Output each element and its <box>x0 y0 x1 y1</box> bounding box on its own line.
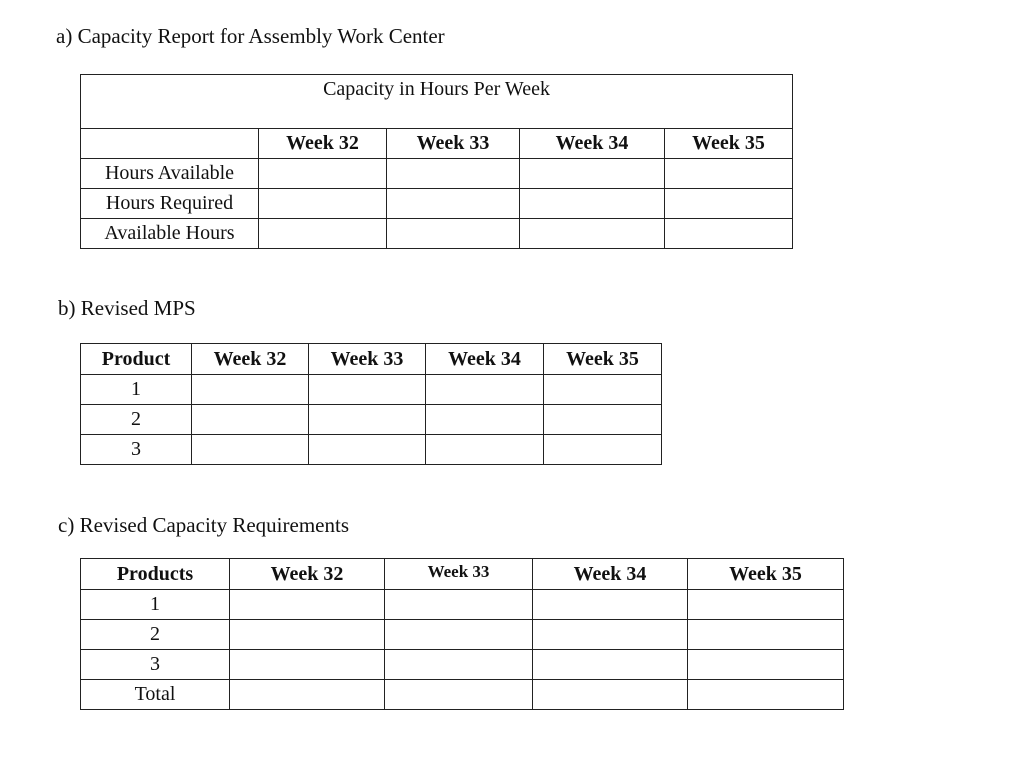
cell[interactable] <box>230 680 385 710</box>
row-label-product-2: 2 <box>81 405 192 435</box>
cell[interactable] <box>426 435 544 465</box>
cell[interactable] <box>192 435 309 465</box>
table-row <box>81 189 793 219</box>
cell[interactable] <box>533 680 688 710</box>
cell[interactable] <box>385 650 533 680</box>
cell[interactable] <box>385 590 533 620</box>
revised-mps-table <box>80 343 662 465</box>
header-week-33: Week 33 <box>309 344 426 375</box>
cell[interactable] <box>230 620 385 650</box>
cell[interactable] <box>309 435 426 465</box>
cell[interactable] <box>665 159 793 189</box>
cell[interactable] <box>309 405 426 435</box>
row-label-total: Total <box>81 680 230 710</box>
cell[interactable] <box>544 375 662 405</box>
cell[interactable] <box>385 680 533 710</box>
cell[interactable] <box>192 375 309 405</box>
cell[interactable] <box>520 219 665 249</box>
table-row <box>81 375 662 405</box>
cell[interactable] <box>665 219 793 249</box>
cell[interactable] <box>230 590 385 620</box>
table-row <box>81 620 844 650</box>
cell[interactable] <box>387 159 520 189</box>
cell[interactable] <box>426 375 544 405</box>
cell[interactable] <box>688 590 844 620</box>
section-a-heading: a) Capacity Report for Assembly Work Center <box>56 24 445 48</box>
cell[interactable] <box>192 405 309 435</box>
row-label-hours-available: Hours Available <box>81 159 259 189</box>
header-week-34: Week 34 <box>426 344 544 375</box>
header-week-35: Week 35 <box>665 129 793 159</box>
cell[interactable] <box>426 405 544 435</box>
table-row <box>81 680 844 710</box>
cell[interactable] <box>688 620 844 650</box>
row-label-products-1: 1 <box>81 590 230 620</box>
header-week-32: Week 32 <box>259 129 387 159</box>
header-product: Product <box>81 344 192 375</box>
cell[interactable] <box>259 159 387 189</box>
cell[interactable] <box>665 189 793 219</box>
row-label-hours-required: Hours Required <box>81 189 259 219</box>
cell[interactable] <box>520 189 665 219</box>
revised-capacity-table <box>80 558 844 710</box>
header-week-32: Week 32 <box>230 559 385 590</box>
cell[interactable] <box>309 375 426 405</box>
table-row <box>81 405 662 435</box>
table-row <box>81 590 844 620</box>
header-week-35: Week 35 <box>688 559 844 590</box>
cell[interactable] <box>387 219 520 249</box>
cell[interactable] <box>544 435 662 465</box>
capacity-report-table <box>80 74 793 249</box>
table-row <box>81 219 793 249</box>
header-week-33: Week 33 <box>387 129 520 159</box>
row-label-available-hours: Available Hours <box>81 219 259 249</box>
table-row <box>81 435 662 465</box>
cell[interactable] <box>688 680 844 710</box>
cell[interactable] <box>533 620 688 650</box>
section-b-heading: b) Revised MPS <box>58 296 196 320</box>
table-row <box>81 159 793 189</box>
header-week-35: Week 35 <box>544 344 662 375</box>
section-c-heading: c) Revised Capacity Requirements <box>58 513 349 537</box>
row-label-products-2: 2 <box>81 620 230 650</box>
cell[interactable] <box>688 650 844 680</box>
header-products: Products <box>81 559 230 590</box>
row-label-products-3: 3 <box>81 650 230 680</box>
cell[interactable] <box>544 405 662 435</box>
cell[interactable] <box>533 650 688 680</box>
header-week-33: Week 33 <box>385 559 533 590</box>
cell[interactable] <box>259 219 387 249</box>
row-label-product-1: 1 <box>81 375 192 405</box>
capacity-caption: Capacity in Hours Per Week <box>81 75 793 129</box>
cell[interactable] <box>230 650 385 680</box>
cell[interactable] <box>387 189 520 219</box>
header-week-34: Week 34 <box>520 129 665 159</box>
header-blank-cell <box>81 129 259 159</box>
header-week-32: Week 32 <box>192 344 309 375</box>
cell[interactable] <box>520 159 665 189</box>
table-row <box>81 650 844 680</box>
cell[interactable] <box>259 189 387 219</box>
row-label-product-3: 3 <box>81 435 192 465</box>
header-week-34: Week 34 <box>533 559 688 590</box>
cell[interactable] <box>533 590 688 620</box>
cell[interactable] <box>385 620 533 650</box>
